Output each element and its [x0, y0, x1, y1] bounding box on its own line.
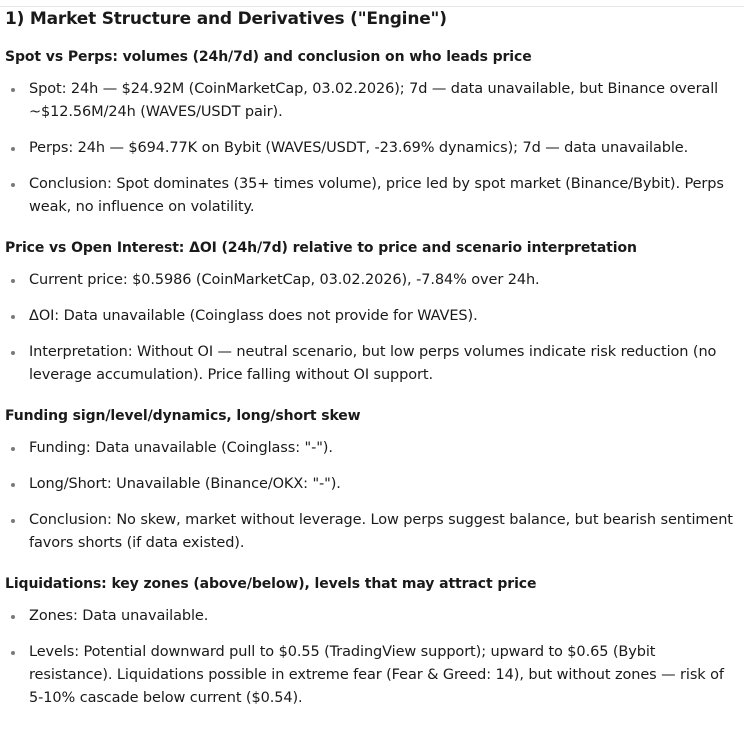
section-list-price-vs-oi [5, 269, 741, 387]
list-item: Spot: 24h — $24.92M (CoinMarketCap, 03.02.2026); 7d — data unavailable, but Binance overall ~$12.56M/24h (WAVES/USDT pair). [5, 78, 741, 124]
section-list-spot-vs-perps [5, 78, 741, 219]
list-item: Long/Short: Unavailable (Binance/OKX: "-"). [5, 473, 741, 496]
top-divider [0, 6, 744, 7]
section-list-funding [5, 437, 741, 555]
document-body [5, 9, 741, 710]
list-item: Zones: Data unavailable. [5, 605, 741, 628]
list-item: ΔOI: Data unavailable (Coinglass does not provide for WAVES). [5, 305, 741, 328]
section-heading-price-vs-oi: Price vs Open Interest: ΔOI (24h/7d) relative to price and scenario interpretation [5, 240, 637, 256]
section-heading-spot-vs-perps: Spot vs Perps: volumes (24h/7d) and conclusion on who leads price [5, 49, 532, 65]
list-item: Interpretation: Without OI — neutral scenario, but low perps volumes indicate risk reduction (no leverage accumulation). Price falling without OI support. [5, 341, 741, 387]
section-heading-funding: Funding sign/level/dynamics, long/short skew [5, 408, 361, 424]
page-title: 1) Market Structure and Derivatives ("Engine") [5, 9, 447, 29]
list-item: Conclusion: No skew, market without leverage. Low perps suggest balance, but bearish sentiment favors shorts (if data existed). [5, 509, 741, 555]
list-item: Funding: Data unavailable (Coinglass: "-"). [5, 437, 741, 460]
list-item: Perps: 24h — $694.77K on Bybit (WAVES/USDT, -23.69% dynamics); 7d — data unavailable. [5, 137, 741, 160]
list-item: Conclusion: Spot dominates (35+ times volume), price led by spot market (Binance/Bybit). Perps weak, no influence on volatility. [5, 173, 741, 219]
list-item: Current price: $0.5986 (CoinMarketCap, 03.02.2026), -7.84% over 24h. [5, 269, 741, 292]
section-list-liquidations [5, 605, 741, 710]
list-item: Levels: Potential downward pull to $0.55 (TradingView support); upward to $0.65 (Bybit resistance). Liquidations possible in extreme fear (Fear & Greed: 14), but without zones — risk of 5-10% cascade below current ($0.54). [5, 641, 741, 710]
section-heading-liquidations: Liquidations: key zones (above/below), levels that may attract price [5, 576, 537, 592]
